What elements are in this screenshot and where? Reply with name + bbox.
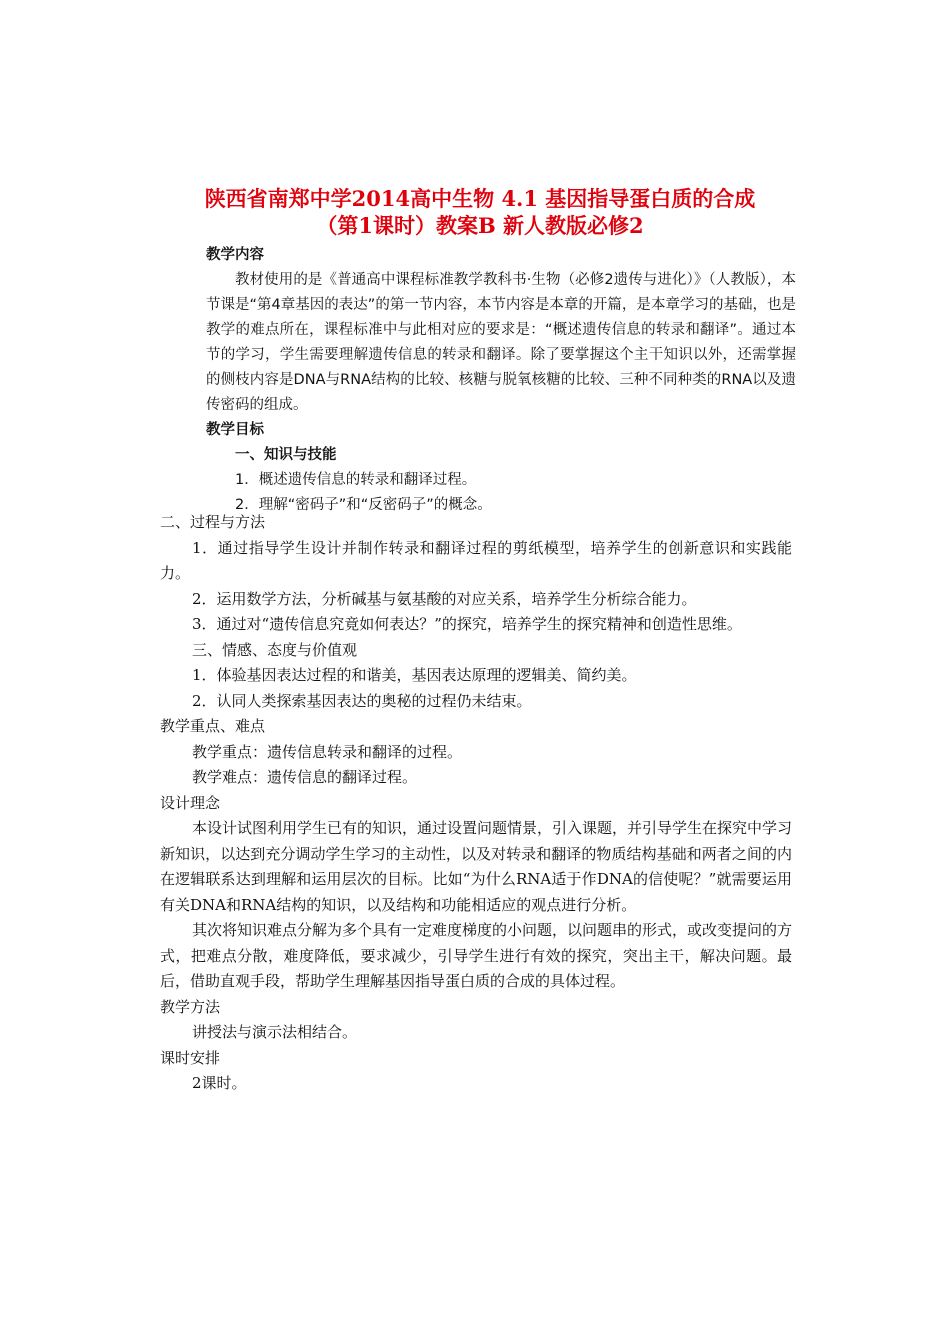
- document-title-line-1: 陕西省南郑中学2014高中生物 4.1 基因指导蛋白质的合成: [204, 186, 756, 211]
- schedule-heading: 课时安排: [160, 1048, 221, 1067]
- process-item: 3．通过对“遗传信息究竟如何表达？”的探究，培养学生的探究精神和创造性思维。: [192, 615, 742, 633]
- knowledge-item: 1．概述遗传信息的转录和翻译过程。: [235, 472, 477, 488]
- knowledge-heading: 一、知识与技能: [235, 447, 337, 463]
- process-heading: 二、过程与方法: [160, 513, 266, 531]
- key-points-difficulty: 教学难点：遗传信息的翻译过程。: [192, 768, 418, 786]
- schedule-text: 2课时。: [192, 1074, 247, 1092]
- process-section: [160, 510, 792, 1097]
- emotion-heading: 三、情感、态度与价值观: [192, 640, 358, 659]
- method-heading: 教学方法: [160, 997, 221, 1016]
- teaching-content-heading: 教学内容: [206, 247, 264, 263]
- design-heading: 设计理念: [160, 793, 221, 812]
- teaching-content-section: [206, 243, 796, 518]
- key-points-focus: 教学重点：遗传信息转录和翻译的过程。: [192, 742, 463, 761]
- document-title-line-2: （第1课时）教案B 新人教版必修2: [316, 213, 644, 238]
- knowledge-item: 2．理解“密码子”和“反密码子”的概念。: [235, 497, 492, 513]
- process-item: 1．通过指导学生设计并制作转录和翻译过程的剪纸模型，培养学生的创新意识和实践能力。: [160, 538, 792, 582]
- design-paragraph: 其次将知识难点分解为多个具有一定难度梯度的小问题，以问题串的形式，或改变提问的方式，把难点分散，难度降低，要求减少，引导学生进行有效的探究，突出主干，解决问题。最后，借助直观手段，帮助学生理解基因指导蛋白质的合成的具体过程。: [160, 921, 793, 990]
- method-text: 讲授法与演示法相结合。: [192, 1023, 358, 1041]
- teaching-goals-heading: 教学目标: [206, 422, 264, 438]
- emotion-item: 1．体验基因表达过程的和谐美，基因表达原理的逻辑美、简约美。: [192, 666, 637, 684]
- design-paragraph: 本设计试图利用学生已有的知识，通过设置问题情景，引入课题，并引导学生在探究中学习新知识，以达到充分调动学生学习的主动性，以及对转录和翻译的物质结构基础和两者之间的内在逻辑联系达到理解和运用层次的目标。比如“为什么RNA适于作DNA的信使呢？”就需要运用有关DNA和RNA结构的知识，以及结构和功能相适应的观点进行分析。: [160, 819, 793, 914]
- key-points-heading: 教学重点、难点: [160, 717, 266, 735]
- emotion-item: 2．认同人类探索基因表达的奥秘的过程仍未结束。: [192, 691, 532, 710]
- process-item: 2．运用数学方法，分析碱基与氨基酸的对应关系，培养学生分析综合能力。: [192, 589, 697, 608]
- teaching-content-paragraph: 教材使用的是《普通高中课程标准教学教科书·生物（必修2遗传与进化）》（人教版），本节课是“第4章基因的表达”的第一节内容，本节内容是本章的开篇，是本章学习的基础，也是教学的难点所在，课程标准中与此相对应的要求是：“概述遗传信息的转录和翻译”。通过本节的学习，学生需要理解遗传信息的转录和翻译。除了要掌握这个主干知识以外，还需掌握的侧枝内容是DNA与RNA结构的比较、核糖与脱氧核糖的比较、三种不同种类的RNA以及遗传密码的组成。: [206, 272, 796, 413]
